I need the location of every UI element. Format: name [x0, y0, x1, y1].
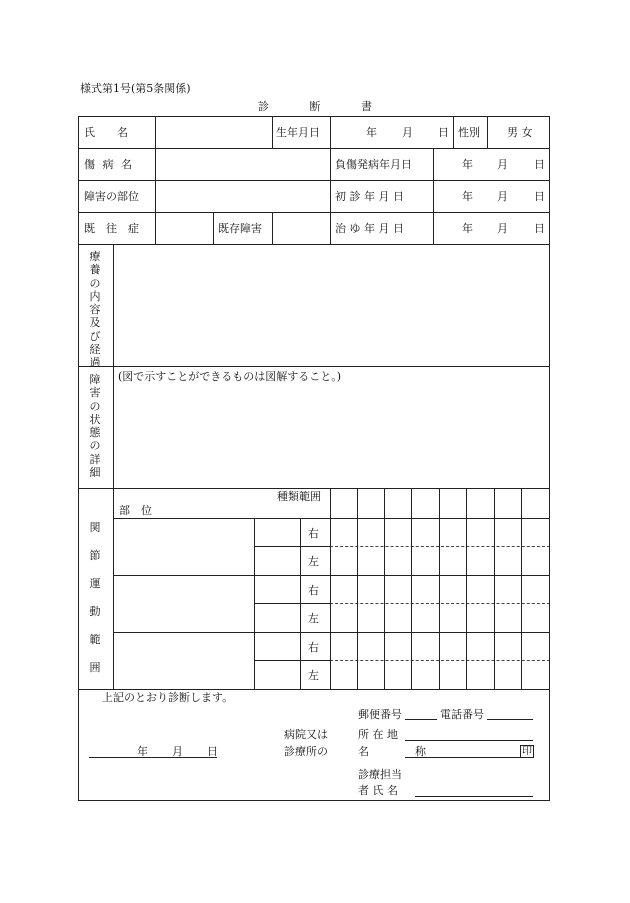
part-label: 部 位 [119, 504, 152, 517]
first-visit-label: 初 診 年 月 日 [335, 190, 404, 203]
first-visit-month: 月 [497, 190, 508, 203]
sex-options: 男 女 [507, 126, 533, 139]
doctor-label-1: 診療担当 [358, 768, 402, 781]
date-month: 月 [172, 745, 183, 758]
dob-month: 月 [402, 126, 413, 139]
rom-left-2: 左 [308, 612, 319, 625]
rom-label: 関節運動範囲 [89, 521, 101, 674]
hospital-label-1: 病院又は [284, 728, 328, 741]
first-visit-day: 日 [534, 190, 545, 203]
facility-name-label: 名 称 [358, 745, 434, 758]
rom-left-1: 左 [308, 555, 319, 568]
postal-label: 郵便番号 [358, 708, 402, 721]
type-range-label: 種類範囲 [277, 490, 321, 503]
rom-right-3: 右 [308, 641, 319, 654]
existing-disability-label: 既存障害 [218, 222, 262, 235]
cure-year: 年 [462, 222, 473, 235]
statement: 上記のとおり診断します。 [102, 691, 234, 704]
form-number: 様式第1号(第5条関係) [80, 82, 191, 95]
rom-left-3: 左 [308, 669, 319, 682]
cure-day: 日 [534, 222, 545, 235]
injury-date-label: 負傷発病年月日 [335, 158, 412, 171]
seal-box: 印 [522, 746, 532, 757]
address-label: 所 在 地 [358, 728, 398, 741]
disease-label: 傷 病 名 [84, 158, 134, 171]
document-title-text: 診 断 書 [258, 100, 372, 113]
doctor-label-2: 者 氏 名 [358, 784, 398, 797]
dob-label: 生年月日 [276, 126, 320, 139]
date-year: 年 [137, 745, 148, 758]
injury-year: 年 [462, 158, 473, 171]
history-label: 既 往 症 [84, 222, 139, 235]
condition-note: (図で示すことができるものは図解すること。) [118, 370, 342, 383]
rom-right-2: 右 [308, 584, 319, 597]
rom-right-1: 右 [308, 527, 319, 540]
cure-month: 月 [497, 222, 508, 235]
cure-date-label: 治 ゆ 年 月 日 [335, 222, 404, 235]
sex-label: 性別 [458, 126, 480, 139]
date-day: 日 [207, 745, 218, 758]
site-label: 障害の部位 [84, 190, 139, 203]
dob-day: 日 [438, 126, 449, 139]
injury-month: 月 [497, 158, 508, 171]
hospital-label-2: 診療所の [284, 745, 328, 758]
name-label: 氏 名 [84, 126, 128, 139]
treatment-label: 療養の内容及び経過 [89, 250, 101, 370]
dob-year: 年 [366, 126, 377, 139]
document-title [258, 100, 372, 113]
first-visit-year: 年 [462, 190, 473, 203]
injury-day: 日 [534, 158, 545, 171]
phone-label: 電話番号 [440, 708, 484, 721]
condition-label: 障害の状態の詳細 [89, 373, 101, 480]
